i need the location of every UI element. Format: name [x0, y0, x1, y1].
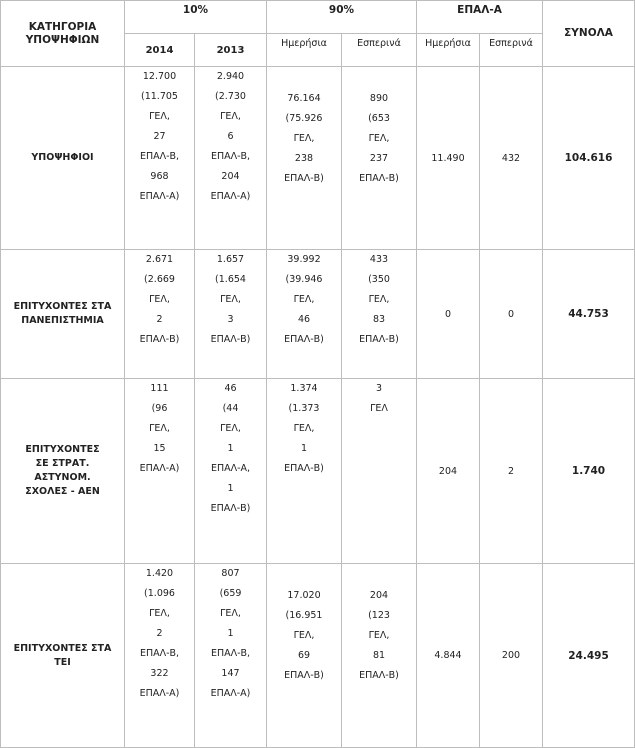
cell-line: ΕΠΑΛ-Β, — [210, 151, 251, 162]
cell-line: ΓΕΛ, — [293, 630, 315, 641]
header-category — [0, 0, 124, 66]
cell-line: ΓΕΛ, — [368, 294, 390, 305]
cell-epal-day: 4.844 — [416, 563, 479, 748]
cell-line: ΕΠΑΛ-Β) — [284, 334, 324, 345]
header-year-2014: 2014 — [124, 33, 194, 66]
cell-line: ΓΕΛ, — [368, 630, 390, 641]
cell-90-evening — [341, 563, 416, 748]
cell-line: ΕΠΑΛ-Β, — [139, 648, 180, 659]
row-label-universities — [0, 249, 124, 378]
cell-line: (16.951 — [285, 610, 323, 621]
cell-line: 46 — [224, 383, 237, 394]
cell-total: 104.616 — [542, 66, 635, 249]
cell-line: 69 — [297, 650, 311, 661]
cell-line: ΓΕΛ, — [368, 133, 390, 144]
cell-line: 3 — [375, 383, 383, 394]
cell-line: (123 — [368, 610, 390, 621]
cell-line: ΓΕΛ, — [293, 294, 315, 305]
cell-line: (1.654 — [215, 274, 246, 285]
cell-line: (96 — [151, 403, 168, 414]
header-year-2013: 2013 — [194, 33, 266, 66]
cell-line: ΓΕΛ — [370, 403, 388, 414]
cell-line: 3 — [227, 314, 234, 325]
cell-line: 2 — [156, 628, 163, 639]
cell-line: 237 — [369, 153, 389, 164]
cell-line: 204 — [221, 171, 240, 182]
cell-line: ΓΕΛ, — [149, 423, 170, 434]
cell-line: (75.926 — [285, 113, 323, 124]
cell-line: ΓΕΛ, — [149, 111, 170, 122]
row-label-line: ΕΠΙΤΥΧΟΝΤΕΣ ΣΤΑ — [13, 301, 112, 312]
cell-line: ΕΠΑΛ-Α) — [139, 463, 180, 474]
cell-line: 2.671 — [145, 254, 174, 265]
header-group-90: 90% — [266, 0, 416, 33]
cell-line: ΓΕΛ, — [149, 294, 170, 305]
row-label-military-police — [0, 378, 124, 563]
cell-total: 24.495 — [542, 563, 635, 748]
cell-90-evening — [341, 66, 416, 249]
cell-line: 1 — [227, 443, 234, 454]
row-label-line: ΕΠΙΤΥΧΟΝΤΕΣ ΣΤΑ — [13, 642, 112, 654]
header-group-epal: ΕΠΑΛ-Α — [416, 0, 542, 33]
row-label-line: ΤΕΙ — [54, 656, 71, 668]
cell-90-day — [266, 563, 341, 748]
cell-line: 238 — [294, 153, 314, 164]
row-label-tei — [0, 563, 124, 748]
row-label-candidates — [0, 66, 124, 249]
cell-line: ΓΕΛ, — [293, 133, 315, 144]
cell-line: ΕΠΑΛ-Α) — [139, 191, 180, 202]
cell-epal-evening: 432 — [479, 66, 542, 249]
cell-line: (2.730 — [215, 91, 246, 102]
cell-line: (11.705 — [141, 91, 178, 102]
row-label-line: ΕΠΙΤΥΧΟΝΤΕΣ — [25, 444, 100, 455]
cell-line: 39.992 — [287, 254, 321, 265]
cell-line: 968 — [150, 171, 169, 182]
cell-line: 1 — [227, 628, 234, 639]
cell-line: 12.700 — [142, 71, 177, 82]
cell-2014 — [124, 378, 194, 563]
cell-total: 44.753 — [542, 249, 635, 378]
cell-line: ΕΠΑΛ-Β) — [284, 463, 324, 474]
cell-line: 27 — [153, 131, 166, 142]
header-totals: ΣΥΝΟΛΑ — [542, 0, 635, 66]
cell-line: 433 — [369, 254, 389, 265]
cell-line: 1.657 — [216, 254, 245, 265]
cell-line: ΕΠΑΛ-Β) — [210, 334, 251, 345]
cell-line: ΕΠΑΛ-Α) — [139, 688, 180, 699]
cell-2014 — [124, 563, 194, 748]
cell-line: 83 — [372, 314, 386, 325]
cell-line: ΓΕΛ, — [220, 608, 241, 619]
cell-line: (2.669 — [144, 274, 175, 285]
cell-epal-day: 11.490 — [416, 66, 479, 249]
cell-2013 — [194, 66, 266, 249]
cell-line: (44 — [222, 403, 239, 414]
cell-2014 — [124, 66, 194, 249]
cell-line: ΓΕΛ, — [293, 423, 315, 434]
cell-epal-evening: 0 — [479, 249, 542, 378]
cell-epal-day: 204 — [416, 378, 479, 563]
row-label-line: ΥΠΟΨΗΦΙΟΙ — [31, 152, 94, 163]
cell-line: 204 — [369, 590, 389, 601]
row-label-line: ΣΕ ΣΤΡΑΤ. ΑΣΤΥΝΟΜ. — [34, 458, 91, 483]
cell-line: ΕΠΑΛ-Β) — [284, 670, 324, 681]
cell-line: ΕΠΑΛ-Β, — [210, 648, 251, 659]
cell-line: (350 — [368, 274, 390, 285]
cell-line: 81 — [372, 650, 386, 661]
cell-2013 — [194, 378, 266, 563]
header-category-line: ΚΑΤΗΓΟΡΙΑ — [28, 20, 97, 33]
cell-line: 1.420 — [145, 568, 174, 579]
cell-90-evening — [341, 249, 416, 378]
cell-line: 6 — [227, 131, 234, 142]
cell-90-day — [266, 249, 341, 378]
cell-line: 46 — [297, 314, 311, 325]
cell-epal-day: 0 — [416, 249, 479, 378]
cell-90-day — [266, 66, 341, 249]
cell-line: (1.373 — [288, 403, 320, 414]
row-label-line: ΣΧΟΛΕΣ - ΑΕΝ — [25, 486, 100, 497]
cell-line: ΓΕΛ, — [220, 111, 241, 122]
cell-line: 111 — [150, 383, 169, 394]
cell-line: ΕΠΑΛ-Β) — [139, 334, 180, 345]
cell-2013 — [194, 249, 266, 378]
row-label-line: ΠΑΝΕΠΙΣΤΗΜΙΑ — [21, 315, 104, 326]
header-epal-evening: Εσπερινά — [479, 33, 542, 66]
cell-total: 1.740 — [542, 378, 635, 563]
cell-line: ΓΕΛ, — [220, 294, 241, 305]
cell-line: ΓΕΛ, — [220, 423, 241, 434]
cell-line: 322 — [150, 668, 169, 679]
cell-line: 807 — [221, 568, 240, 579]
cell-line: 2.940 — [216, 71, 245, 82]
cell-2013 — [194, 563, 266, 748]
cell-line: ΕΠΑΛ-Α) — [210, 191, 251, 202]
cell-line: ΕΠΑΛ-Β) — [359, 173, 399, 184]
header-90-day: Ημερήσια — [266, 33, 341, 66]
cell-line: 17.020 — [287, 590, 321, 601]
cell-line: 2 — [156, 314, 163, 325]
cell-line: (39.946 — [285, 274, 323, 285]
cell-90-day — [266, 378, 341, 563]
cell-epal-evening: 200 — [479, 563, 542, 748]
cell-line: ΕΠΑΛ-Α) — [210, 688, 251, 699]
cell-line: 890 — [369, 93, 389, 104]
cell-line: 76.164 — [287, 93, 321, 104]
header-category-line: ΥΠΟΨΗΦΙΩΝ — [25, 33, 100, 46]
header-90-evening: Εσπερινά — [341, 33, 416, 66]
cell-2014 — [124, 249, 194, 378]
cell-line: 1 — [227, 483, 234, 494]
cell-line: ΕΠΑΛ-Β) — [359, 334, 399, 345]
cell-line: (659 — [219, 588, 242, 599]
cell-line: 147 — [221, 668, 240, 679]
header-epal-day: Ημερήσια — [416, 33, 479, 66]
cell-line: ΕΠΑΛ-Β, — [139, 151, 180, 162]
cell-90-evening — [341, 378, 416, 563]
cell-line: ΕΠΑΛ-Β) — [284, 173, 324, 184]
cell-line: ΕΠΑΛ-Β) — [359, 670, 399, 681]
cell-line: 15 — [153, 443, 166, 454]
cell-line: 1.374 — [290, 383, 318, 394]
cell-line: ΕΠΑΛ-Β) — [210, 503, 251, 514]
header-group-10: 10% — [124, 0, 266, 33]
cell-line: ΕΠΑΛ-Α, — [210, 463, 251, 474]
cell-line: ΓΕΛ, — [149, 608, 170, 619]
cell-line: 1 — [300, 443, 308, 454]
cell-line: (653 — [368, 113, 390, 124]
cell-line: (1.096 — [144, 588, 175, 599]
cell-epal-evening: 2 — [479, 378, 542, 563]
